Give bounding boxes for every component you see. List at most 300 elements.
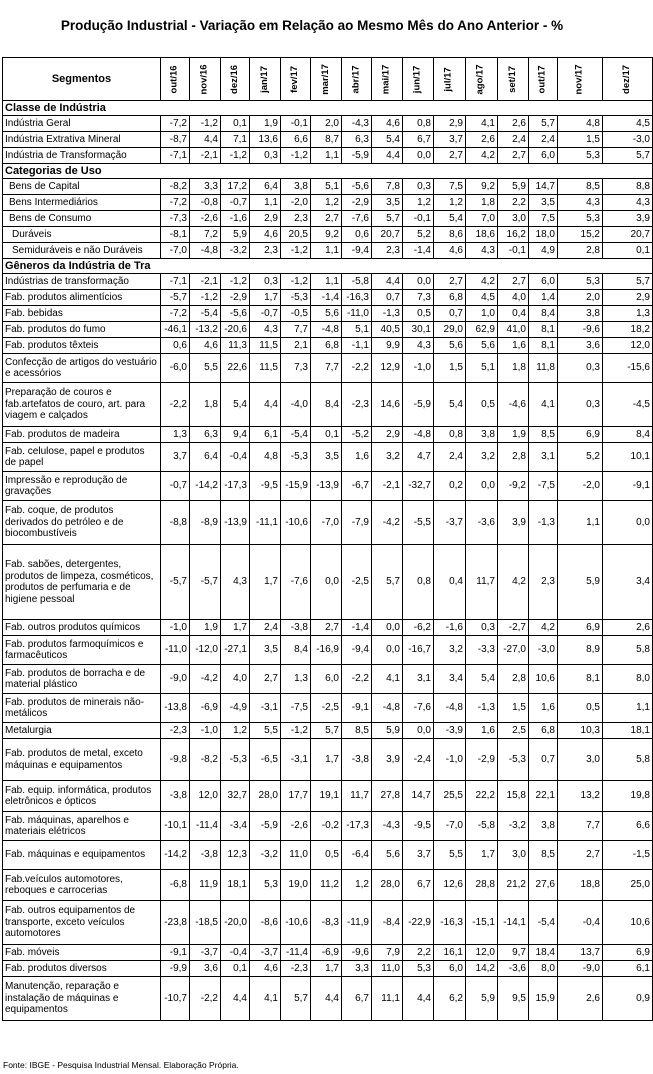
segment-label: Fab. produtos diversos [3,961,161,977]
value-cell: -5,8 [342,274,372,290]
value-cell: 2,4 [434,443,466,472]
value-cell: 5,3 [403,961,434,977]
segment-label: Semiduráveis e não Duráveis [3,243,161,259]
value-cell: 6,3 [190,427,221,443]
value-cell: -11,9 [342,901,372,945]
value-cell: -11,0 [342,306,372,322]
segment-label: Metalurgia [3,723,161,739]
value-cell: 8,4 [311,383,342,427]
segment-label: Fab.veículos automotores, reboques e carrocerias [3,870,161,901]
table-row [3,545,653,620]
value-cell: 12,3 [221,841,250,870]
value-cell: -1,3 [466,694,498,723]
value-cell: 4,3 [603,195,653,211]
value-cell: 4,2 [466,148,498,164]
value-cell: 9,7 [498,945,529,961]
value-cell: 6,2 [434,977,466,1021]
value-cell: -1,2 [190,116,221,132]
value-cell: 2,7 [498,274,529,290]
value-cell: -14,2 [161,841,190,870]
value-cell: 6,8 [434,290,466,306]
value-cell: 22,1 [529,781,558,812]
month-label: nov/17 [573,63,585,95]
value-cell: 3,5 [529,195,558,211]
value-cell: -1,1 [342,338,372,354]
value-cell: 6,7 [403,870,434,901]
value-cell: 2,6 [498,116,529,132]
value-cell: 5,6 [434,338,466,354]
value-cell: -13,2 [190,322,221,338]
value-cell: 5,5 [190,354,221,383]
value-cell: 4,3 [250,322,281,338]
value-cell: -18,5 [190,901,221,945]
value-cell: -7,5 [529,472,558,501]
value-cell: 25,0 [603,870,653,901]
table-row [3,383,653,427]
value-cell: 4,7 [403,443,434,472]
value-cell: 4,1 [250,977,281,1021]
value-cell: -11,0 [161,636,190,665]
value-cell: 11,8 [529,354,558,383]
value-cell: -5,3 [281,290,311,306]
value-cell: 4,3 [558,195,603,211]
month-header [342,58,372,101]
value-cell: -4,9 [221,694,250,723]
production-table [2,57,653,1021]
value-cell: 1,1 [250,195,281,211]
value-cell: 3,2 [434,636,466,665]
segment-label: Fab. sabões, detergentes, produtos de limpeza, cosméticos, produtos de perfumaria e de higiene pessoal [3,545,161,620]
value-cell: -11,1 [250,501,281,545]
value-cell: 7,1 [221,132,250,148]
value-cell: 20,7 [603,227,653,243]
segment-label: Indústria Extrativa Mineral [3,132,161,148]
value-cell: -1,2 [281,274,311,290]
value-cell: 1,4 [529,290,558,306]
value-cell: -0,4 [221,945,250,961]
month-label: jun/17 [411,65,423,93]
value-cell: 7,5 [529,211,558,227]
value-cell: -7,6 [342,211,372,227]
value-cell: 5,9 [558,545,603,620]
value-cell: -7,6 [281,545,311,620]
value-cell: 6,3 [342,132,372,148]
table-row [3,781,653,812]
value-cell: 28,0 [372,870,403,901]
value-cell: 0,1 [221,961,250,977]
value-cell: 0,3 [403,179,434,195]
value-cell: 15,8 [498,781,529,812]
value-cell: 4,4 [403,977,434,1021]
value-cell: 3,5 [250,636,281,665]
value-cell: 5,9 [221,227,250,243]
value-cell: 4,6 [190,338,221,354]
value-cell: -9,0 [558,961,603,977]
value-cell: 11,9 [190,870,221,901]
value-cell: 3,3 [342,961,372,977]
value-cell: 3,7 [161,443,190,472]
value-cell: -1,5 [603,841,653,870]
value-cell: -5,4 [281,427,311,443]
value-cell: 7,2 [190,227,221,243]
table-row [3,427,653,443]
value-cell: 14,6 [372,383,403,427]
table-row [3,636,653,665]
value-cell: 19,0 [281,870,311,901]
value-cell: 1,3 [603,306,653,322]
value-cell: 1,6 [529,694,558,723]
value-cell: -2,9 [466,739,498,781]
value-cell: -9,1 [161,945,190,961]
value-cell: 1,3 [281,665,311,694]
value-cell: 17,7 [281,781,311,812]
value-cell: 2,4 [529,132,558,148]
value-cell: 1,9 [498,427,529,443]
value-cell: 6,1 [603,961,653,977]
value-cell: 0,5 [558,694,603,723]
value-cell: -3,8 [342,739,372,781]
value-cell: 6,4 [250,179,281,195]
value-cell: 3,5 [372,195,403,211]
value-cell: -7,2 [161,195,190,211]
value-cell: 18,6 [466,227,498,243]
table-row [3,841,653,870]
month-label: dez/16 [229,64,241,94]
value-cell: -9,1 [603,472,653,501]
value-cell: 2,9 [434,116,466,132]
value-cell: 3,7 [434,132,466,148]
value-cell: -2,2 [161,383,190,427]
value-cell: 20,7 [372,227,403,243]
value-cell: 5,4 [434,383,466,427]
value-cell: 1,1 [603,694,653,723]
value-cell: 8,4 [281,636,311,665]
table-row [3,338,653,354]
value-cell: -5,6 [342,179,372,195]
table-row [3,901,653,945]
value-cell: 1,3 [161,427,190,443]
value-cell: -27,0 [498,636,529,665]
section-row [3,101,653,116]
value-cell: -9,0 [161,665,190,694]
value-cell: 1,7 [311,739,342,781]
value-cell: -7,1 [161,274,190,290]
value-cell: 40,5 [372,322,403,338]
value-cell: 3,1 [403,665,434,694]
segment-label: Fab. produtos farmoquímicos e farmacêuticos [3,636,161,665]
value-cell: -27,1 [221,636,250,665]
month-label: jul/17 [443,66,455,92]
value-cell: 0,2 [434,472,466,501]
value-cell: 0,8 [434,427,466,443]
value-cell: 3,4 [603,545,653,620]
value-cell: 2,7 [434,274,466,290]
value-cell: -4,8 [190,243,221,259]
value-cell: 5,7 [372,211,403,227]
value-cell: -5,3 [221,739,250,781]
month-header [466,58,498,101]
value-cell: -20,6 [221,322,250,338]
value-cell: 5,7 [372,545,403,620]
value-cell: 5,3 [558,211,603,227]
value-cell: 1,1 [558,501,603,545]
segment-label: Indústrias de transformação [3,274,161,290]
month-label: fev/17 [289,65,301,93]
value-cell: 9,2 [311,227,342,243]
value-cell: -4,6 [498,383,529,427]
value-cell: 6,6 [603,812,653,841]
value-cell: 11,1 [372,977,403,1021]
value-cell: -4,3 [342,116,372,132]
value-cell: -5,7 [161,290,190,306]
value-cell: 9,4 [221,427,250,443]
value-cell: -6,7 [342,472,372,501]
value-cell: -1,0 [434,739,466,781]
value-cell: 5,3 [250,870,281,901]
value-cell: 3,6 [558,338,603,354]
value-cell: -2,5 [342,545,372,620]
value-cell: 5,8 [603,636,653,665]
value-cell: 18,4 [529,945,558,961]
value-cell: -7,1 [161,148,190,164]
value-cell: 5,5 [434,841,466,870]
value-cell: 5,7 [281,977,311,1021]
table-title: Produção Industrial - Variação em Relação ao Mesmo Mês do Ano Anterior - % [60,18,564,33]
value-cell: 4,9 [529,243,558,259]
value-cell: 8,5 [558,179,603,195]
month-header [603,58,653,101]
value-cell: 29,0 [434,322,466,338]
value-cell: -10,6 [281,901,311,945]
value-cell: 6,4 [190,443,221,472]
value-cell: -14,1 [498,901,529,945]
value-cell: 1,9 [250,116,281,132]
segment-label: Fab. móveis [3,945,161,961]
value-cell: 4,4 [311,977,342,1021]
value-cell: 0,1 [221,116,250,132]
value-cell: 0,0 [603,501,653,545]
value-cell: 4,2 [466,274,498,290]
value-cell: 8,7 [311,132,342,148]
value-cell: 7,7 [281,322,311,338]
value-cell: 15,9 [529,977,558,1021]
value-cell: 14,7 [403,781,434,812]
value-cell: -3,7 [434,501,466,545]
value-cell: 3,8 [529,812,558,841]
segment-label: Fab. equip. informática, produtos eletrônicos e ópticos [3,781,161,812]
value-cell: 27,6 [529,870,558,901]
value-cell: 3,0 [498,841,529,870]
value-cell: -1,2 [221,148,250,164]
value-cell: 18,0 [529,227,558,243]
value-cell: 6,0 [311,665,342,694]
value-cell: -32,7 [403,472,434,501]
value-cell: 5,7 [603,274,653,290]
value-cell: 5,8 [603,739,653,781]
value-cell: -0,8 [190,195,221,211]
value-cell: 3,9 [372,739,403,781]
value-cell: 6,8 [311,338,342,354]
value-cell: 6,9 [558,620,603,636]
table-row [3,961,653,977]
value-cell: 11,5 [250,338,281,354]
value-cell: 5,2 [403,227,434,243]
value-cell: -8,2 [190,739,221,781]
value-cell: 4,2 [498,545,529,620]
value-cell: -3,9 [434,723,466,739]
value-cell: -46,1 [161,322,190,338]
segment-label: Indústria Geral [3,116,161,132]
value-cell: 12,0 [466,945,498,961]
value-cell: 3,0 [558,739,603,781]
value-cell: -5,8 [466,812,498,841]
value-cell: -2,9 [342,195,372,211]
value-cell: 1,2 [342,870,372,901]
value-cell: 5,4 [372,132,403,148]
table-row [3,322,653,338]
table-row [3,723,653,739]
segment-label: Manutenção, reparação e instalação de máquinas e equipamentos [3,977,161,1021]
value-cell: 0,1 [603,243,653,259]
value-cell: 3,3 [190,179,221,195]
value-cell: 5,7 [311,723,342,739]
value-cell: -1,2 [281,723,311,739]
value-cell: 16,2 [498,227,529,243]
value-cell: -2,1 [372,472,403,501]
value-cell: 21,2 [498,870,529,901]
value-cell: -2,2 [342,665,372,694]
value-cell: 0,4 [434,545,466,620]
value-cell: 41,0 [498,322,529,338]
value-cell: -10,1 [161,812,190,841]
value-cell: 2,2 [403,945,434,961]
value-cell: 2,4 [250,620,281,636]
table-row [3,179,653,195]
value-cell: -1,2 [281,148,311,164]
value-cell: -0,5 [281,306,311,322]
value-cell: 0,1 [311,427,342,443]
segment-label: Fab. produtos de borracha e de material plástico [3,665,161,694]
value-cell: 3,9 [498,501,529,545]
value-cell: 2,3 [529,545,558,620]
value-cell: -9,6 [342,945,372,961]
value-cell: -6,8 [161,870,190,901]
table-row [3,501,653,545]
table-row [3,227,653,243]
value-cell: -10,7 [161,977,190,1021]
value-cell: 8,1 [558,665,603,694]
value-cell: 17,2 [221,179,250,195]
value-cell: 5,2 [558,443,603,472]
table-row [3,274,653,290]
segment-label: Preparação de couros e fab.artefatos de couro, art. para viagem e calçados [3,383,161,427]
value-cell: 2,3 [372,243,403,259]
value-cell: -3,1 [250,694,281,723]
value-cell: -5,5 [403,501,434,545]
value-cell: 5,1 [466,354,498,383]
month-label: ago/17 [475,63,487,95]
segment-label: Fab. outros equipamentos de transporte, exceto veículos automotores [3,901,161,945]
segment-label: Impressão e reprodução de gravações [3,472,161,501]
value-cell: 0,8 [403,116,434,132]
value-cell: -13,9 [221,501,250,545]
value-cell: -15,9 [281,472,311,501]
value-cell: -1,2 [281,243,311,259]
value-cell: 0,6 [161,338,190,354]
value-cell: 6,9 [558,427,603,443]
value-cell: 3,0 [498,211,529,227]
month-header [190,58,221,101]
value-cell: -9,6 [558,322,603,338]
value-cell: 18,8 [558,870,603,901]
table-row [3,195,653,211]
value-cell: 4,4 [190,132,221,148]
value-cell: -0,7 [221,195,250,211]
table-row [3,443,653,472]
value-cell: 3,6 [190,961,221,977]
value-cell: 1,1 [311,243,342,259]
value-cell: 5,6 [311,306,342,322]
value-cell: -0,4 [221,443,250,472]
value-cell: 8,0 [529,961,558,977]
value-cell: -6,9 [311,945,342,961]
value-cell: 5,7 [603,148,653,164]
value-cell: 4,3 [466,243,498,259]
value-cell: 8,1 [529,322,558,338]
value-cell: 5,1 [342,322,372,338]
value-cell: -9,1 [342,694,372,723]
table-row [3,665,653,694]
month-label: dez/17 [621,64,633,94]
value-cell: 1,8 [498,354,529,383]
value-cell: 1,2 [311,195,342,211]
value-cell: -7,9 [342,501,372,545]
table-row [3,116,653,132]
value-cell: 10,3 [558,723,603,739]
value-cell: 5,9 [498,179,529,195]
value-cell: -4,8 [372,694,403,723]
value-cell: -15,1 [466,901,498,945]
value-cell: 3,2 [466,443,498,472]
month-label: jan/17 [258,65,270,93]
value-cell: -5,9 [342,148,372,164]
month-header [529,58,558,101]
value-cell: 28,8 [466,870,498,901]
value-cell: 12,9 [372,354,403,383]
month-label: set/17 [506,65,518,93]
value-cell: 10,6 [529,665,558,694]
value-cell: 9,9 [372,338,403,354]
value-cell: 7,5 [434,179,466,195]
value-cell: 19,1 [311,781,342,812]
value-cell: -9,2 [498,472,529,501]
value-cell: 12,0 [190,781,221,812]
value-cell: -0,1 [403,211,434,227]
segment-header: Segmentos [3,58,161,101]
segment-label: Confecção de artigos do vestuário e acessórios [3,354,161,383]
value-cell: -4,5 [603,383,653,427]
value-cell: 4,3 [221,545,250,620]
value-cell: -9,5 [403,812,434,841]
value-cell: -2,6 [190,211,221,227]
month-header [250,58,281,101]
value-cell: 2,4 [498,132,529,148]
value-cell: 7,9 [372,945,403,961]
month-label: abr/17 [350,64,362,93]
table-row [3,620,653,636]
value-cell: 5,4 [466,665,498,694]
value-cell: 1,2 [434,195,466,211]
